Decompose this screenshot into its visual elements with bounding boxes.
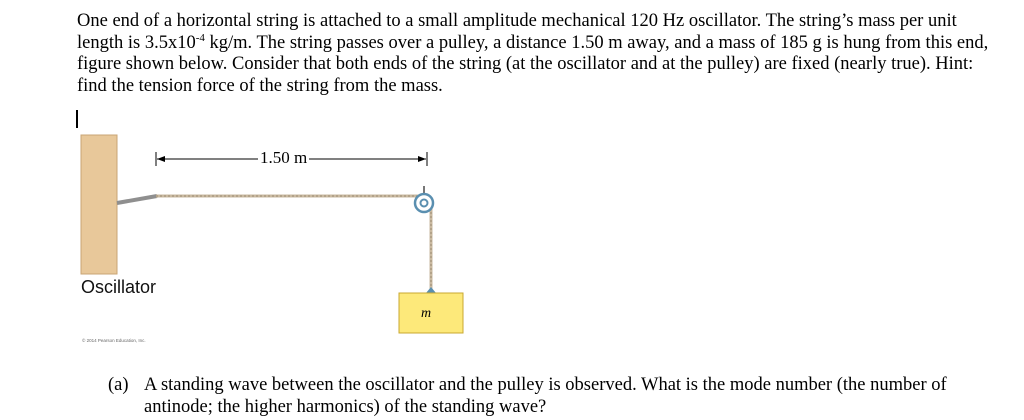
- question-number: (a): [108, 375, 129, 395]
- question-text: A standing wave between the oscillator and the pulley is observed. What is the mode number (the number of antinode; the higher harmonics) of the standing wave?: [144, 375, 947, 417]
- mass-label: m: [421, 306, 432, 321]
- exponent: -4: [195, 31, 205, 44]
- mass-hook: [426, 287, 436, 293]
- problem-text-after: kg/m. The string passes over a pulley, a distance 1.50 m away, and a mass of 185 g is hung from this end, figure shown below. Consider that both ends of the string (at the oscillator and at the pulley) are fixed (nearly true). Hint: find the tension force of the string from the mass.: [77, 32, 989, 96]
- dimension-arrow-left: [157, 156, 165, 162]
- copyright-notice: © 2014 Pearson Education, Inc.: [82, 338, 146, 343]
- distance-label: 1.50 m: [260, 148, 308, 167]
- oscillator-block: [81, 135, 117, 274]
- problem-text-before: One end of a horizontal string is attached to a small amplitude mechanical 120 Hz oscillator. The string’s mass per unit length is 3.5x10: [77, 11, 957, 53]
- oscillator-label: Oscillator: [81, 277, 157, 297]
- oscillator-arm: [117, 196, 157, 203]
- dimension-arrow-right: [418, 156, 426, 162]
